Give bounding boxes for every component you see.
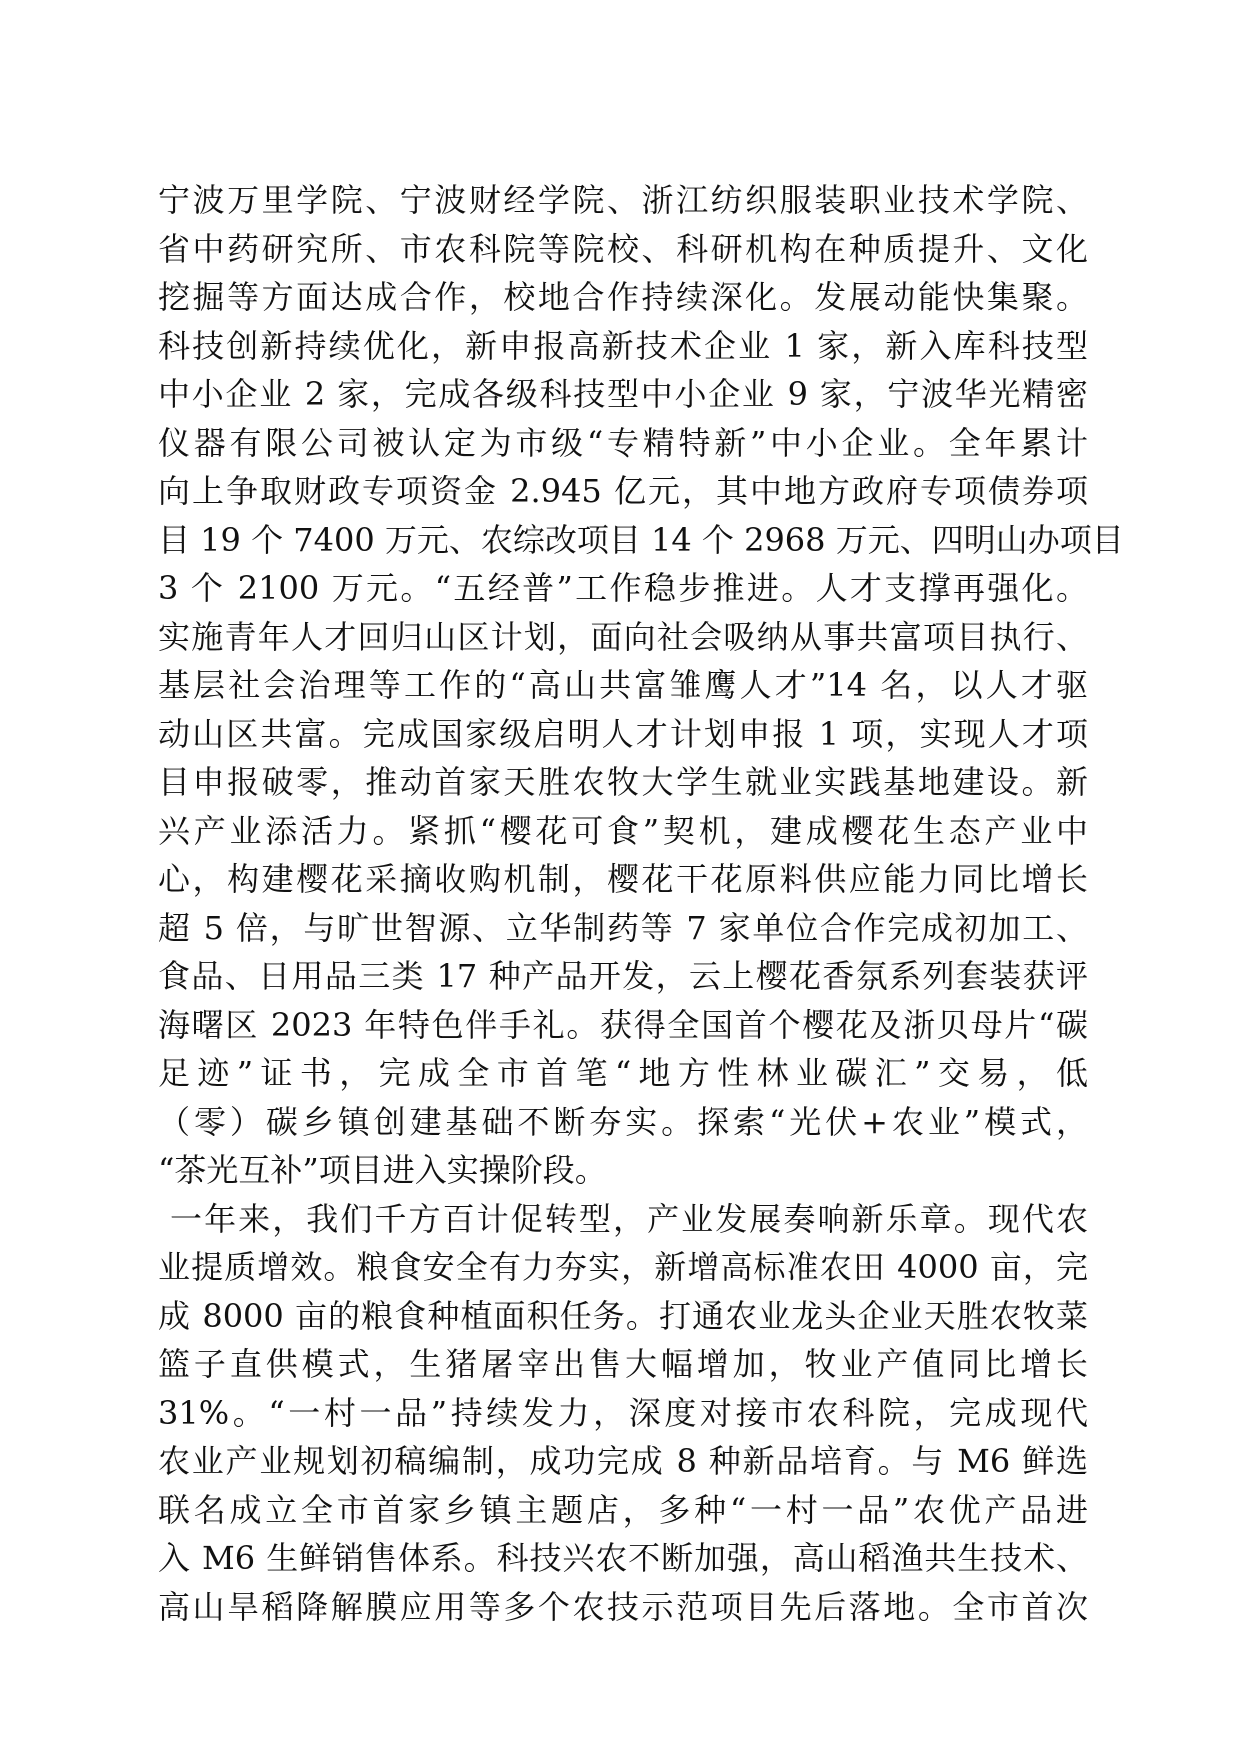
- text-line: 科技创新持续优化，新申报高新技术企业 1 家，新入库科技型: [158, 326, 1088, 365]
- text-line: 宁波万里学院、宁波财经学院、浙江纺织服装职业技术学院、: [158, 181, 1088, 219]
- text-line: 入 M6 生鲜销售体系。科技兴农不断加强，高山稻渔共生技术、: [158, 1539, 1088, 1577]
- text-line: （零）碳乡镇创建基础不断夯实。探索“光伏+农业”模式，: [158, 1102, 1088, 1141]
- text-line: 实施青年人才回归山区计划，面向社会吸纳从事共富项目执行、: [158, 617, 1088, 656]
- text-line: 篮子直供模式，生猪屠宰出售大幅增加，牧业产值同比增长: [158, 1345, 1088, 1383]
- text-line: 足迹”证书，完成全市首笔“地方性林业碳汇”交易，低: [158, 1054, 1088, 1092]
- text-line: 省中药研究所、市农科院等院校、科研机构在种质提升、文化: [158, 229, 1088, 268]
- paragraph: [158, 1195, 1088, 1632]
- text-line: 3 个 2100 万元。“五经普”工作稳步推进。人才支撑再强化。: [158, 569, 1088, 607]
- text-line: 中小企业 2 家，完成各级科技型中小企业 9 家，宁波华光精密: [158, 375, 1088, 413]
- text-line: 超 5 倍，与旷世智源、立华制药等 7 家单位合作完成初加工、: [158, 908, 1088, 947]
- text-line: 农业产业规划初稿编制，成功完成 8 种新品培育。与 M6 鲜选: [158, 1442, 1088, 1480]
- text-line: 成 8000 亩的粮食种植面积任务。打通农业龙头企业天胜农牧菜: [158, 1296, 1088, 1335]
- paragraph: [158, 176, 1124, 1195]
- text-line: 动山区共富。完成国家级启明人才计划申报 1 项，实现人才项: [158, 714, 1088, 753]
- text-line: 心，构建樱花采摘收购机制，樱花干花原料供应能力同比增长: [158, 860, 1088, 898]
- text-line: 一年来，我们千方百计促转型，产业发展奏响新乐章。现代农: [170, 1199, 1088, 1238]
- text-line: 基层社会治理等工作的“高山共富雏鹰人才”14 名，以人才驱: [158, 666, 1088, 704]
- text-line: 业提质增效。粮食安全有力夯实，新增高标准农田 4000 亩，完: [158, 1248, 1088, 1286]
- text-line: 31%。“一村一品”持续发力，深度对接市农科院，完成现代: [158, 1393, 1088, 1432]
- text-line: 向上争取财政专项资金 2.945 亿元，其中地方政府专项债券项: [158, 472, 1088, 510]
- text-line: 联名成立全市首家乡镇主题店，多种“一村一品”农优产品进: [158, 1490, 1088, 1529]
- text-line: 目申报破零，推动首家天胜农牧大学生就业实践基地建设。新: [158, 763, 1088, 801]
- body-text: [158, 176, 1124, 1631]
- text-line: “茶光互补”项目进入实操阶段。: [158, 1151, 607, 1189]
- text-line: 海曙区 2023 年特色伴手礼。获得全国首个樱花及浙贝母片“碳: [158, 1005, 1088, 1044]
- text-line: 仪器有限公司被认定为市级“专精特新”中小企业。全年累计: [158, 423, 1088, 462]
- text-line: 高山旱稻降解膜应用等多个农技示范项目先后落地。全市首次: [158, 1587, 1088, 1626]
- text-line: 食品、日用品三类 17 种产品开发，云上樱花香氛系列套装获评: [158, 957, 1088, 995]
- text-line: 挖掘等方面达成合作，校地合作持续深化。发展动能快集聚。: [158, 278, 1088, 316]
- text-line: 目 19 个 7400 万元、农综改项目 14 个 2968 万元、四明山办项目: [158, 520, 1124, 559]
- text-line: 兴产业添活力。紧抓“樱花可食”契机，建成樱花生态产业中: [158, 811, 1088, 850]
